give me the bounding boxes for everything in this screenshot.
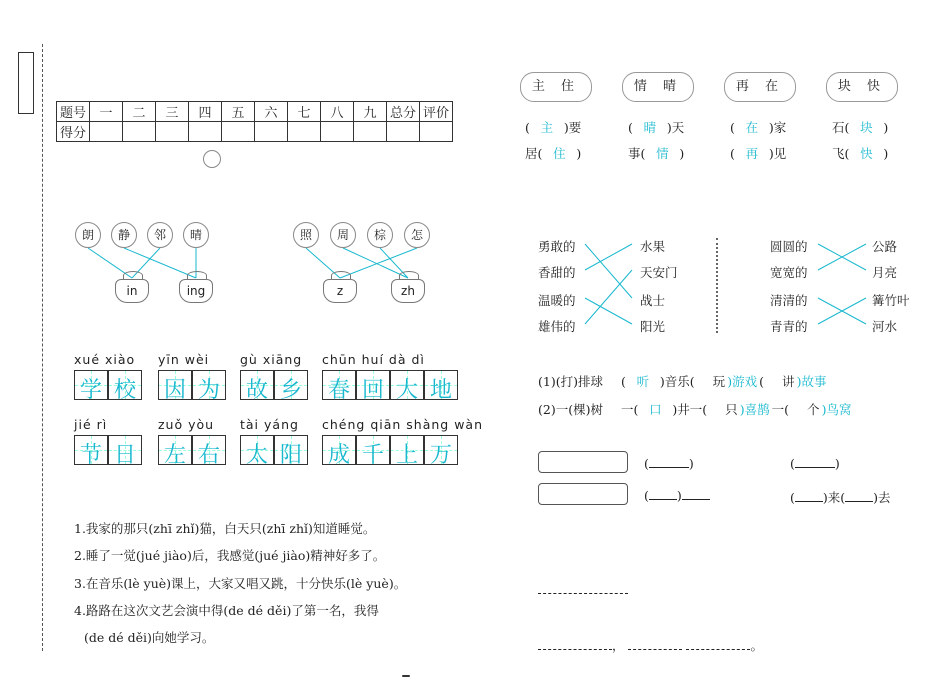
- s2-writing-box: [108, 370, 142, 403]
- s5-right-match: 公路: [872, 239, 898, 254]
- s2-writing-box: [74, 370, 108, 403]
- s4-fill-item: ( 再 )见: [730, 146, 787, 161]
- s2-writing-box: [322, 370, 356, 403]
- s2-writing-box: [240, 370, 274, 403]
- s1-char-flower: 邻: [147, 222, 173, 248]
- s6-line2: [538, 582, 628, 597]
- s1-vase: z: [323, 279, 357, 303]
- s4-char-cloud: 再 在: [724, 72, 796, 102]
- s2-written-char: 节: [79, 443, 102, 468]
- s2-pinyin-label: zuǒ yòu: [158, 417, 215, 432]
- s1-char-flower: 静: [111, 222, 137, 248]
- s3-question-line: (de dé děi)向她学习。: [84, 630, 215, 645]
- s4-fill-item: 石( 块 ): [832, 120, 889, 135]
- s3-question-line: 4.路路在这次文艺会演中得(de dé děi)了第一名，我得: [74, 603, 379, 618]
- s1-char-flower: 朗: [75, 222, 101, 248]
- s3-question-line: 3.在音乐(lè yuè)课上，大家又唱又跳，十分快乐(lè yuè)。: [74, 576, 407, 591]
- s2-writing-box: [322, 435, 356, 468]
- score-table-header-cell: 二: [123, 102, 156, 122]
- s2-writing-box: [274, 435, 308, 468]
- s5-line: [585, 244, 632, 298]
- s2-written-char: 日: [113, 443, 136, 468]
- s2-writing-box: [424, 370, 458, 403]
- s2-pinyin-label: chūn huí dà dì: [322, 352, 425, 367]
- s2-written-char: 春: [327, 378, 350, 403]
- s5-left-match: 水果: [640, 239, 666, 254]
- s4-fill-item: 飞( 快 ): [832, 146, 889, 161]
- s4-fill-item: ( 晴 )天: [628, 120, 685, 135]
- s5-example2-box: [538, 483, 628, 505]
- s2-writing-box: [356, 435, 390, 468]
- s5-q2-part: (2)一(棵)树: [538, 402, 603, 417]
- s4-fill-item: 事( 情 ): [628, 146, 685, 161]
- s2-writing-box: [240, 435, 274, 468]
- s2-written-char: 大: [395, 378, 418, 403]
- s1-vase: zh: [391, 279, 425, 303]
- s1-char-flower: 周: [330, 222, 356, 248]
- s5-left-word: 温暖的: [538, 293, 576, 308]
- s5-q2-part: )井: [672, 402, 690, 417]
- s5-q2-line: [538, 372, 829, 390]
- score-table-header-cell: 五: [222, 102, 255, 122]
- s5-left-word: 香甜的: [538, 265, 576, 280]
- s5-ex2-answer: ( ): [644, 488, 710, 503]
- s2-writing-box: [158, 435, 192, 468]
- s5-ex2-answer2: ( )来( )去: [790, 490, 891, 505]
- s5-q2-part: 口: [649, 402, 662, 417]
- s2-pinyin-label: jié rì: [74, 417, 108, 432]
- s1-char-flower: 棕: [367, 222, 393, 248]
- s2-written-char: 学: [79, 378, 102, 403]
- s2-written-char: 万: [429, 443, 452, 468]
- s5-q2-part: (: [689, 374, 695, 389]
- s2-written-char: 太: [245, 443, 268, 468]
- s2-written-char: 成: [327, 443, 350, 468]
- s5-q2-part: )音乐: [659, 374, 690, 389]
- s2-written-char: 千: [361, 443, 384, 468]
- s5-q2-part: 听: [636, 374, 650, 389]
- score-table-header-cell: 题号: [57, 102, 90, 122]
- s5-q2-line: [538, 400, 854, 418]
- s1-char-flower: 怎: [404, 222, 430, 248]
- s5-ex1-answer2: ( ): [790, 456, 840, 471]
- s2-written-char: 回: [361, 378, 384, 403]
- s2-writing-box: [192, 435, 226, 468]
- s4-char-cloud: 块 快: [826, 72, 898, 102]
- s3-question-line: 1.我家的那只(zhī zhǐ)猫，白天只(zhī zhǐ)知道睡觉。: [74, 521, 376, 536]
- s5-right-word: 圆圆的: [770, 239, 808, 254]
- score-table-header-cell: 六: [255, 102, 288, 122]
- s2-written-char: 故: [245, 378, 268, 403]
- s5-line: [585, 298, 632, 324]
- s5-q2-part: )鸟窝: [821, 402, 852, 417]
- s5-q2-part: 个: [807, 402, 820, 417]
- s5-left-word: 勇敢的: [538, 239, 576, 254]
- s2-written-char: 为: [197, 378, 220, 403]
- s2-writing-box: [390, 435, 424, 468]
- s5-right-match: 河水: [872, 319, 898, 334]
- s4-answer: 住: [553, 146, 566, 161]
- s2-writing-box: [274, 370, 308, 403]
- footer: [402, 670, 410, 680]
- s5-q2-part: 讲: [782, 374, 795, 389]
- s3-question-line: 2.睡了一觉(jué jiào)后，我感觉(jué jiào)精神好多了。: [74, 548, 386, 563]
- s2-pinyin-label: gù xiāng: [240, 352, 303, 367]
- score-table-header-cell: 三: [156, 102, 189, 122]
- score-table-header-cell: 九: [354, 102, 387, 122]
- s1-char-flower: 照: [293, 222, 319, 248]
- s5-q2-part: )游戏: [727, 374, 758, 389]
- s2-writing-box: [356, 370, 390, 403]
- s2-written-char: 左: [163, 443, 186, 468]
- s4-answer: 晴: [643, 120, 657, 135]
- s4-answer: 情: [656, 146, 669, 161]
- s5-q2-part: 一(: [771, 402, 790, 417]
- s5-line: [585, 244, 632, 270]
- s5-right-match: 月亮: [872, 265, 898, 280]
- s5-left-match: 天安门: [640, 265, 678, 280]
- score-table-header-cell: 四: [189, 102, 222, 122]
- s5-q2-part: (1)(打)排球: [538, 374, 603, 389]
- s5-q2-part: )故事: [796, 374, 827, 389]
- s2-pinyin-label: xué xiào: [74, 352, 136, 367]
- s5-q2-part: 只: [725, 402, 738, 417]
- s2-writing-box: [390, 370, 424, 403]
- s2-written-char: 上: [395, 443, 418, 468]
- s4-answer: 在: [745, 120, 759, 135]
- s1-vase: in: [115, 279, 149, 303]
- s6-line4: ， 。: [538, 636, 763, 654]
- score-table-header-cell: 一: [90, 102, 123, 122]
- s2-written-char: 右: [197, 443, 220, 468]
- s4-fill-item: ( 主 )要: [525, 120, 582, 135]
- s2-writing-box: [74, 435, 108, 468]
- s5-left-word: 雄伟的: [538, 319, 576, 334]
- s2-writing-box: [108, 435, 142, 468]
- s2-written-char: 地: [429, 378, 452, 403]
- s2-pinyin-label: yīn wèi: [158, 352, 210, 367]
- s2-pinyin-label: tài yáng: [240, 417, 299, 432]
- s2-writing-box: [158, 370, 192, 403]
- s5-ex1-answer: ( ): [644, 456, 694, 471]
- s5-line: [585, 270, 632, 324]
- s2-written-char: 校: [113, 378, 136, 403]
- s5-q2-part: )喜鹊: [739, 402, 770, 417]
- s2-writing-box: [192, 370, 226, 403]
- score-table-header-cell: 评价: [420, 102, 453, 122]
- s5-q2-part: 玩: [712, 374, 726, 389]
- s5-right-match: 篝竹叶: [872, 293, 910, 308]
- s5-right-word: 青青的: [770, 319, 808, 334]
- page-number: [402, 675, 410, 677]
- score-table-header-cell: 七: [288, 102, 321, 122]
- s2-written-char: 因: [163, 378, 186, 403]
- s4-answer: 快: [860, 146, 873, 161]
- s5-left-match: 战士: [640, 293, 666, 308]
- s5-q2-part: 一(: [689, 402, 708, 417]
- s5-example1-box: [538, 451, 628, 473]
- s4-char-cloud: 情 晴: [622, 72, 694, 102]
- s5-q2-part: (: [620, 374, 626, 389]
- s4-fill-item: ( 在 )家: [730, 120, 787, 135]
- s5-q2-part: 一(: [620, 402, 639, 417]
- s2-pinyin-label: chéng qiān shàng wàn: [322, 417, 484, 432]
- s4-answer: 再: [745, 146, 759, 161]
- s5-right-word: 宽宽的: [770, 265, 808, 280]
- s2-written-char: 乡: [279, 378, 302, 403]
- s4-answer: 块: [860, 120, 873, 135]
- score-table-header-cell: 八: [321, 102, 354, 122]
- s2-writing-box: [424, 435, 458, 468]
- s5-right-word: 清清的: [770, 293, 808, 308]
- s1-char-flower: 晴: [183, 222, 209, 248]
- s4-char-cloud: 主 住: [520, 72, 592, 102]
- s2-written-char: 阳: [279, 443, 302, 468]
- s5-left-match: 阳光: [640, 319, 666, 334]
- s4-answer: 主: [540, 120, 554, 135]
- s4-fill-item: 居( 住 ): [525, 146, 582, 161]
- score-row-label: 得分: [57, 122, 90, 142]
- s1-vase: ing: [179, 279, 213, 303]
- score-table-header-cell: 总分: [387, 102, 420, 122]
- s5-q2-part: (: [759, 374, 765, 389]
